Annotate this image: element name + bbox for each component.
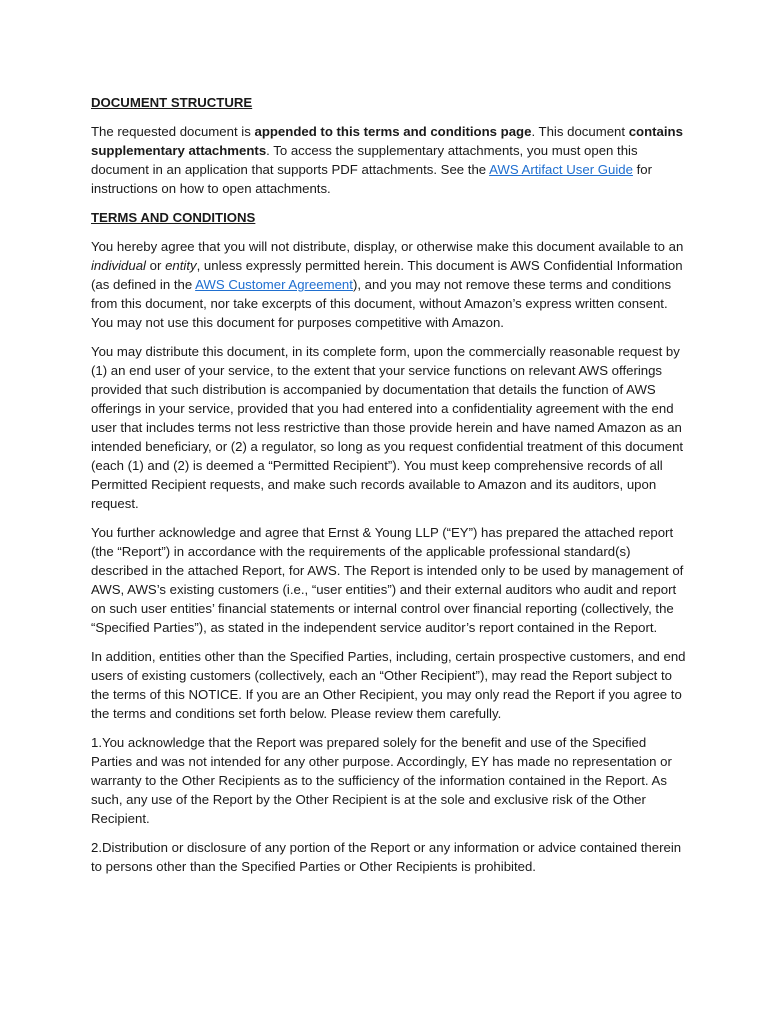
document-structure-heading: DOCUMENT STRUCTURE <box>91 95 253 110</box>
document-structure-paragraph <box>91 122 687 198</box>
terms-paragraph-2: You may distribute this document, in its complete form, upon the commercially reasonable request by (1) an end user of your service, to the extent that your service functions on relevant AWS offerings provided that such distribution is accompanied by documentation that details the function of AWS offerings in your service, provided that you had entered into a confidentiality agreement with the end user that includes terms not less restrictive than those provide herein and have named Amazon as an intended beneficiary, or (2) a regulator, so long as you request confidential treatment of this document (each (1) and (2) is deemed a “Permitted Recipient”). You must keep comprehensive records of all Permitted Recipient requests, and make such records available to Amazon and its auditors, upon request. <box>91 344 684 511</box>
bold-text: appended to this terms and conditions page <box>254 124 532 139</box>
terms-and-conditions-heading: TERMS AND CONDITIONS <box>91 210 256 225</box>
text-run: ), and you may not remove these terms and conditions from this document, nor take excerpts of this document, without Amazon’s express written consent. You may not use this document for purposes competitive with Amazon. <box>91 277 672 330</box>
document-page <box>91 93 687 886</box>
terms-paragraph-4: In addition, entities other than the Specified Parties, including, certain prospective customers, and end users of existing customers (collectively, each an “Other Recipient”), may read the Report subject to the terms of this NOTICE. If you are an Other Recipient, you may only read the Report if you agree to the terms and conditions set forth below. Please review them carefully. <box>91 649 686 721</box>
aws-artifact-user-guide-link[interactable]: AWS Artifact User Guide <box>489 162 633 177</box>
italic-text: entity <box>165 258 197 273</box>
italic-text: individual <box>91 258 146 273</box>
terms-paragraph-3: You further acknowledge and agree that Ernst & Young LLP (“EY”) has prepared the attached report (the “Report”) in accordance with the requirements of the applicable professional standard(s) described in the attached Report, for AWS. The Report is intended only to be used by management of AWS, AWS’s existing customers (i.e., “user entities”) and their external auditors who audit and report on such user entities’ financial statements or internal control over financial reporting (collectively, the “Specified Parties”), as stated in the independent service auditor’s report contained in the Report. <box>91 525 684 635</box>
terms-paragraph-6: 2.Distribution or disclosure of any portion of the Report or any information or advice contained therein to persons other than the Specified Parties or Other Recipients is prohibited. <box>91 840 682 874</box>
text-run: for instructions on how to open attachments. <box>91 162 653 196</box>
text-run: . To access the supplementary attachments, you must open this document in an application that supports PDF attachments. See the <box>91 143 638 177</box>
terms-paragraph-1 <box>91 237 687 332</box>
text-run: , unless expressly permitted herein. This document is AWS Confidential Information (as defined in the <box>91 258 683 292</box>
text-run: The requested document is <box>91 124 255 139</box>
bold-text: contains supplementary attachments <box>91 124 683 158</box>
terms-paragraph-5: 1.You acknowledge that the Report was prepared solely for the benefit and use of the Specified Parties and was not intended for any other purpose. Accordingly, EY has made no representation or warranty to the Other Recipients as to the sufficiency of the information contained in the Report. As such, any use of the Report by the Other Recipient is at the sole and exclusive risk of the Other Recipient. <box>91 735 672 826</box>
aws-customer-agreement-link[interactable]: AWS Customer Agreement <box>195 277 353 292</box>
text-run: . This document <box>531 124 629 139</box>
text-run: You hereby agree that you will not distribute, display, or otherwise make this document available to an <box>91 239 684 254</box>
text-run: or <box>146 258 166 273</box>
